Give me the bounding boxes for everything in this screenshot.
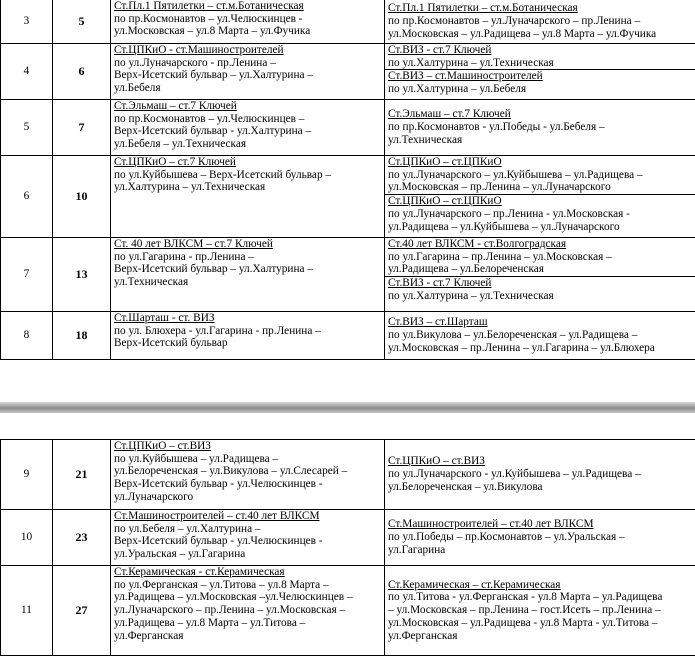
route-path-line: по ул.Халтурина – ул.Техническая [388, 57, 692, 70]
route-path-line: ул.Халтурина – ул.Техническая [114, 181, 381, 194]
route-path-line: ул.Луначарского [114, 491, 381, 504]
route-path-line: ул.Бебеля – ул.Техническая [114, 138, 381, 151]
row-index: 8 [1, 312, 53, 360]
current-route-cell [111, 238, 385, 312]
route-title: Ст.Машиностроителей – ст.40 лет ВЛКСМ [114, 510, 381, 523]
route-path-line: ул.Радищева – ул.Московская –ул.Челюскинцев – [114, 591, 381, 604]
route-path-line: по пр.Космонавтов - ул.Победы - ул.Бебеля – [388, 121, 692, 134]
table-row [1, 100, 695, 156]
row-index: 11 [1, 566, 53, 656]
route-title: Ст.ВИЗ – ст.Машиностроителей [388, 70, 692, 83]
table-row [1, 566, 695, 656]
route-path-line: Верх-Исетский бульвар - ул.Челюскинцев - [114, 478, 381, 491]
route-path-line: Верх-Исетский бульвар [114, 337, 381, 350]
routes-table-bottom [0, 439, 695, 656]
new-route-block [388, 108, 692, 146]
route-path-line: по ул.Халтурина – ул.Бебеля [388, 83, 692, 96]
route-title: Ст.Шарташ - ст. ВИЗ [114, 312, 381, 325]
route-title: Ст.ВИЗ - ст.7 Ключей [388, 44, 692, 57]
route-number: 18 [53, 312, 111, 360]
new-route-block [388, 455, 692, 493]
new-route-block [388, 238, 692, 276]
route-path-line: ул.Белореченская – ул.Викулова [388, 481, 692, 494]
route-title: Ст.ВИЗ - ст.7 Ключей [388, 277, 692, 290]
route-title: Ст. 40 лет ВЛКСМ – ст.7 Ключей [114, 238, 381, 251]
route-path-line: Верх-Исетский бульвар – ул.Халтурина – [114, 69, 381, 82]
table-row [1, 510, 695, 566]
route-path-line: по ул.Ферганская – ул.Титова – ул.8 Марта – [114, 579, 381, 592]
route-path-line: ул.Московская – ул.Радищева – ул.8 Марта – ул.Фучика [388, 28, 692, 41]
row-index: 9 [1, 440, 53, 510]
new-route-cell [385, 510, 695, 566]
route-path-line: по пр.Космонавтов – ул.Луначарского – пр.Ленина – [388, 15, 692, 28]
row-index: 6 [1, 156, 53, 238]
row-index: 7 [1, 238, 53, 312]
current-route-cell [111, 44, 385, 100]
new-route-cell [385, 100, 695, 156]
route-path-line: по пр.Космонавтов – ул.Челюскинцев - [114, 13, 381, 26]
table-row [1, 312, 695, 360]
new-route-cell [385, 566, 695, 656]
route-title: Ст.Керамическая – ст.Керамическая [388, 579, 692, 592]
route-path-line: – ул.Московская – пр.Ленина – гост.Исеть – пр.Ленина – [388, 604, 692, 617]
route-path-line: ул.Радищева – ул.8 Марта – ул.Титова – [114, 617, 381, 630]
route-title: Ст.ВИЗ – ст.Шарташ [388, 316, 692, 329]
route-path-line: по ул.Куйбышева – ул.Радищева – [114, 453, 381, 466]
route-path-line: ул.Белореченская – ул.Викулова – ул.Слесарей – [114, 465, 381, 478]
new-route-block [388, 156, 692, 194]
current-route-cell [111, 510, 385, 566]
route-path-line: ул.Бебеля [114, 82, 381, 95]
route-number: 10 [53, 156, 111, 238]
route-path-line: по пр.Космонавтов – ул.Челюскинцев – [114, 113, 381, 126]
new-route-cell [385, 44, 695, 100]
current-route-cell [111, 0, 385, 44]
new-route-block [385, 276, 695, 302]
route-title: Ст.Керамическая - ст.Керамическая [114, 566, 381, 579]
route-title: Ст.40 лет ВЛКСМ - ст.Волгоградская [388, 238, 692, 251]
route-path-line: по ул.Гагарина – пр.Ленина – ул.Московская – [388, 251, 692, 264]
route-title: Ст.ЦПКиО – ст.ВИЗ [114, 440, 381, 453]
new-route-cell [385, 156, 695, 238]
route-number: 5 [53, 0, 111, 44]
new-route-block [388, 2, 692, 40]
route-number: 21 [53, 440, 111, 510]
route-path-line: по ул.Бебеля – ул.Халтурина – [114, 523, 381, 536]
route-path-line: по ул.Луначарского - пр.Ленина – [114, 57, 381, 70]
new-route-cell [385, 440, 695, 510]
route-path-line: по ул.Луначарского - ул.Куйбышева – ул.Радищева – [388, 468, 692, 481]
route-title: Ст.Машиностроителей – ст.40 лет ВЛКСМ [388, 518, 692, 531]
route-number: 13 [53, 238, 111, 312]
route-path-line: ул.Луначарского – пр.Ленина – ул.Московская – [114, 604, 381, 617]
route-number: 7 [53, 100, 111, 156]
route-title: Ст.Эльмаш – ст.7 Ключей [388, 108, 692, 121]
new-route-cell [385, 238, 695, 312]
new-route-block [385, 194, 695, 233]
route-title: Ст.ЦПКиО – ст.ВИЗ [388, 455, 692, 468]
current-route-cell [111, 440, 385, 510]
route-path-line: по ул.Титова - ул.Ферганская - ул.8 Марта – ул.Радищева [388, 591, 692, 604]
row-index: 3 [1, 0, 53, 44]
route-number: 27 [53, 566, 111, 656]
route-path-line: ул.Радищева – ул.Белореченская [388, 263, 692, 276]
new-route-block [385, 69, 695, 95]
new-route-block [388, 316, 692, 354]
table-row [1, 156, 695, 238]
table-row [1, 238, 695, 312]
route-path-line: ул.Московская – пр.Ленина – ул.Гагарина – ул.Блюхера [388, 342, 692, 355]
route-path-line: ул.Гагарина [388, 544, 692, 557]
route-title: Ст.Пл.1 Пятилетки – ст.м.Ботаническая [114, 0, 381, 13]
row-index: 4 [1, 44, 53, 100]
route-title: Ст.ЦПКиО – ст.ЦПКиО [388, 156, 692, 169]
route-path-line: по ул. Блюхера - ул.Гагарина - пр.Ленина – [114, 325, 381, 338]
route-path-line: по ул.Гагарина - пр.Ленина – [114, 251, 381, 264]
page-break-separator [0, 402, 695, 413]
route-number: 23 [53, 510, 111, 566]
route-title: Ст.ЦПКиО – ст.7 Ключей [114, 156, 381, 169]
route-path-line: Верх-Исетский бульвар – ул.Халтурина – [114, 263, 381, 276]
route-path-line: ул.Московская – пр.Ленина – ул.Луначарского [388, 181, 692, 194]
current-route-cell [111, 100, 385, 156]
new-route-block [388, 579, 692, 643]
route-path-line: ул.Техническая [388, 134, 692, 147]
table-row [1, 440, 695, 510]
route-path-line: ул.Радищева – ул.Куйбышева – ул.Луначарского [388, 221, 692, 234]
route-title: Ст.Эльмаш – ст.7 Ключей [114, 100, 381, 113]
route-path-line: ул.Техническая [114, 276, 381, 289]
route-path-line: ул.Ферганская [388, 630, 692, 643]
row-index: 5 [1, 100, 53, 156]
route-path-line: ул.Уральская – ул.Гагарина [114, 548, 381, 561]
route-title: Ст.ЦПКиО - ст.Машиностроителей [114, 44, 381, 57]
route-title: Ст.Пл.1 Пятилетки – ст.м.Ботаническая [388, 2, 692, 15]
route-path-line: по ул.Победы – пр.Космонавтов – ул.Уральская – [388, 531, 692, 544]
route-path-line: Верх-Исетский бульвар - ул.Халтурина – [114, 125, 381, 138]
route-path-line: по ул.Викулова – ул.Белореченская – ул.Радищева – [388, 329, 692, 342]
new-route-cell [385, 0, 695, 44]
current-route-cell [111, 156, 385, 238]
table-row [1, 44, 695, 100]
route-path-line: Верх-Исетский бульвар - ул.Челюскинцев - [114, 535, 381, 548]
route-path-line: по ул.Халтурина – ул.Техническая [388, 290, 692, 303]
route-path-line: ул.Московская – ул.Радищева - ул.8 Марта - ул.Титова – [388, 617, 692, 630]
new-route-block [388, 518, 692, 556]
route-path-line: ул.Московская – ул.8 Марта – ул.Фучика [114, 25, 381, 38]
route-number: 6 [53, 44, 111, 100]
route-path-line: по ул.Луначарского – пр.Ленина - ул.Московская - [388, 208, 692, 221]
current-route-cell [111, 566, 385, 656]
route-path-line: ул.Ферганская [114, 630, 381, 643]
route-path-line: по ул.Луначарского – ул.Куйбышева – ул.Радищева – [388, 169, 692, 182]
route-title: Ст.ЦПКиО – ст.ЦПКиО [388, 195, 692, 208]
route-path-line: по ул.Куйбышева – Верх-Исетский бульвар – [114, 169, 381, 182]
current-route-cell [111, 312, 385, 360]
new-route-block [388, 44, 692, 69]
row-index: 10 [1, 510, 53, 566]
table-row [1, 0, 695, 44]
new-route-cell [385, 312, 695, 360]
